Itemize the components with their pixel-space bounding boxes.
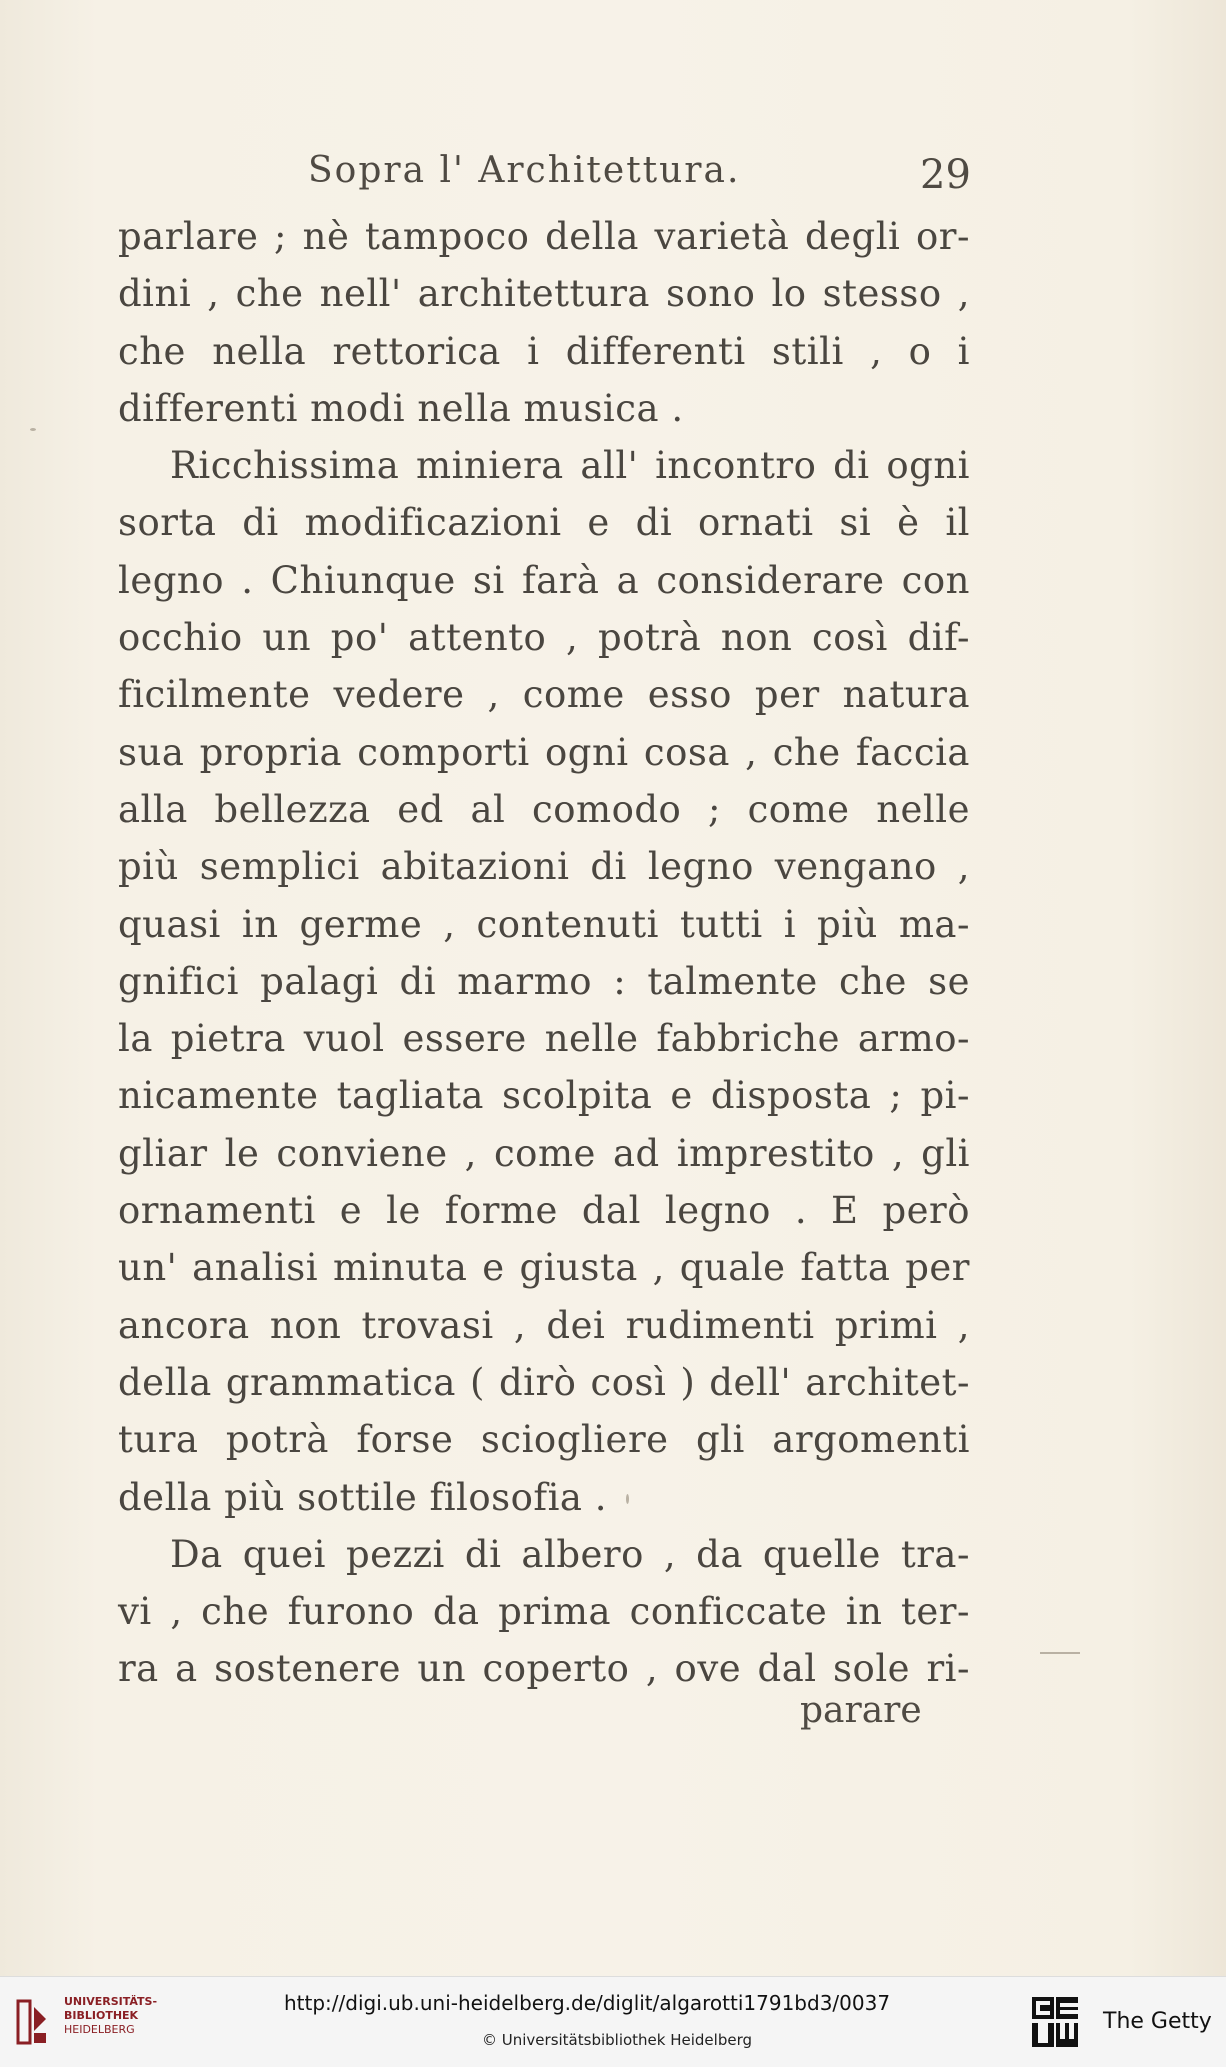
getty-logo-icon bbox=[1030, 1995, 1080, 2049]
text-line: della più sottile filosofia . bbox=[118, 1475, 608, 1519]
library-name bbox=[64, 1995, 157, 2037]
text-line: sorta di modificazioni e di ornati si è il bbox=[118, 501, 970, 545]
text-line: ra a sostenere un coperto , ove dal sole ri- bbox=[118, 1647, 970, 1691]
text-line: gnifici palagi di marmo : talmente che se bbox=[118, 959, 970, 1003]
text-line: occhio un po' attento , potrà non così dif- bbox=[118, 616, 970, 660]
text-line: alla bellezza ed al comodo ; come nelle bbox=[118, 787, 970, 831]
catchword: parare bbox=[800, 1690, 922, 1731]
getty-name: The Getty bbox=[1103, 2009, 1212, 2034]
text-line: tura potrà forse sciogliere gli argomenti bbox=[118, 1418, 970, 1462]
text-line: ornamenti e le forme dal legno . E però bbox=[118, 1189, 970, 1233]
permalink-url[interactable]: http://digi.ub.uni-heidelberg.de/diglit/algarotti1791bd3/0037 bbox=[284, 1991, 891, 2015]
copyright-notice: © Universitätsbibliothek Heidelberg bbox=[482, 2031, 753, 2049]
text-line: dini , che nell' architettura sono lo stesso , bbox=[118, 272, 970, 316]
text-line: nicamente tagliata scolpita e disposta ; pi- bbox=[118, 1074, 970, 1118]
text-line: un' analisi minuta e giusta , quale fatta per bbox=[118, 1246, 970, 1290]
library-name-line: BIBLIOTHEK bbox=[64, 2009, 139, 2022]
text-line: la pietra vuol essere nelle fabbriche armo- bbox=[118, 1017, 970, 1061]
page-header bbox=[0, 150, 1226, 200]
paper-mark bbox=[1040, 1652, 1080, 1654]
page-number: 29 bbox=[920, 152, 971, 198]
text-line: che nella rettorica i differenti stili , o i bbox=[118, 329, 970, 373]
text-line: quasi in germe , contenuti tutti i più ma- bbox=[118, 902, 970, 946]
text-line: parlare ; nè tampoco della varietà degli or- bbox=[118, 215, 970, 258]
text-line: differenti modi nella musica . bbox=[118, 386, 684, 430]
text-line: ficilmente vedere , come esso per natura bbox=[118, 673, 970, 717]
paper-speck bbox=[30, 428, 36, 431]
university-library-logo-icon bbox=[12, 1997, 52, 2047]
footer-bar bbox=[0, 1976, 1226, 2067]
text-line: più semplici abitazioni di legno vengano , bbox=[118, 845, 970, 889]
text-line: vi , che furono da prima conficcate in ter- bbox=[118, 1590, 970, 1634]
text-line: legno . Chiunque si farà a considerare con bbox=[118, 558, 970, 602]
text-line: della grammatica ( dirò così ) dell' architet- bbox=[118, 1360, 970, 1404]
text-line: Da quei pezzi di albero , da quelle tra- bbox=[170, 1532, 970, 1576]
text-line: ancora non trovasi , dei rudimenti primi , bbox=[118, 1303, 970, 1347]
text-line: Ricchissima miniera all' incontro di ogni bbox=[170, 444, 970, 488]
text-line: gliar le conviene , come ad imprestito , gli bbox=[118, 1131, 970, 1175]
library-name-line: UNIVERSITÄTS- bbox=[64, 1995, 158, 2008]
running-title: Sopra l' Architettura. bbox=[308, 150, 741, 191]
paper-speck bbox=[626, 1494, 629, 1504]
body-text bbox=[118, 208, 970, 1698]
library-name-line: HEIDELBERG bbox=[64, 2023, 135, 2036]
text-line: sua propria comporti ogni cosa , che faccia bbox=[118, 730, 970, 774]
